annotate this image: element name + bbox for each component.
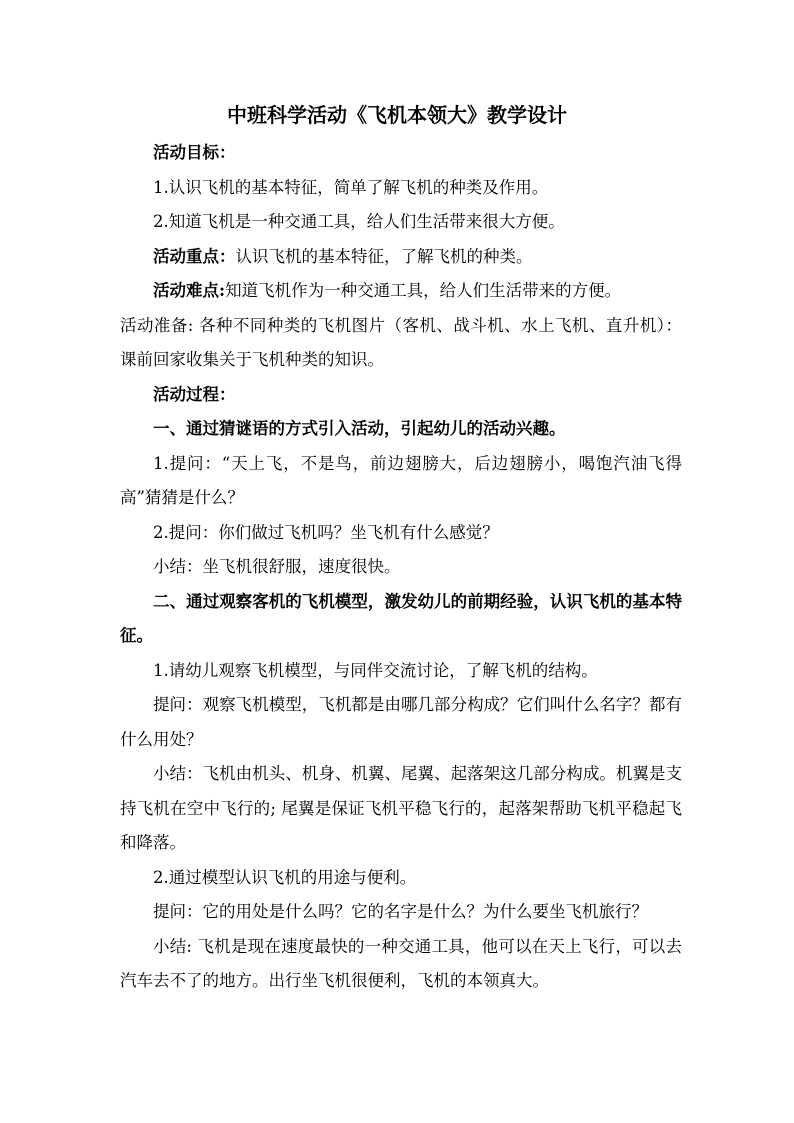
key-point-label: 活动重点： xyxy=(153,246,236,266)
process-heading: 活动过程： xyxy=(153,384,236,404)
section-2-heading: 二、通过观察客机的飞机模型，激发幼儿的前期经验，认识飞机的基本特征。 xyxy=(120,591,682,645)
section-2-question-1: 提问：观察飞机模型，飞机都是由哪几部分构成？它们叫什么名字？都有什么用处？ xyxy=(120,695,682,749)
section-1-heading: 一、通过猜谜语的方式引入活动，引起幼儿的活动兴趣。 xyxy=(153,419,566,438)
difficulty-label: 活动难点: xyxy=(153,281,226,300)
section-1-item-2: 2.提问：你们做过飞机吗？坐飞机有什么感觉？ xyxy=(153,522,499,542)
section-1-summary: 小结：坐飞机很舒服，速度很快。 xyxy=(153,557,401,576)
section-2-summary-2: 小结: 飞机是现在速度最快的一种交通工具，他可以在天上飞行，可以去汽车去不了的地方。出行坐飞机很便利，飞机的本领真大。 xyxy=(120,936,682,990)
key-point-paragraph xyxy=(120,240,682,275)
preparation-paragraph: 活动准备: 各种不同种类的飞机图片（客机、战斗机、水上飞机、直升机）：课前回家收集关于飞机种类的知识。 xyxy=(120,315,682,369)
section-1-item-1: 1.提问：“天上飞，不是鸟，前边翅膀大，后边翅膀小，喝饱汽油飞得高”猜猜是什么？ xyxy=(120,453,682,507)
goal-heading: 活动目标： xyxy=(153,143,236,162)
difficulty-text: 知道飞机作为一种交通工具，给人们生活带来的方便。 xyxy=(225,281,622,300)
section-2-question-2: 提问：它的用处是什么吗？它的名字是什么？为什么要坐飞机旅行？ xyxy=(153,902,648,921)
section-2-item-1: 1.请幼儿观察飞机模型，与同伴交流讨论，了解飞机的结构。 xyxy=(153,660,598,680)
goal-item-2: 2.知道飞机是一种交通工具，给人们生活带来很大方便。 xyxy=(153,212,565,231)
section-2-item-2: 2.通过模型认识飞机的用途与便利。 xyxy=(153,867,417,887)
key-point-text: 认识飞机的基本特征，了解飞机的种类。 xyxy=(235,246,533,266)
document-title: 中班科学活动《飞机本领大》教学设计 xyxy=(227,103,567,127)
section-2-summary-1: 小结：飞机由机头、机身、机翼、尾翼、起落架这几部分构成。机翼是支持飞机在空中飞行的; 尾翼是保证飞机平稳飞行的，起落架帮助飞机平稳起飞和降落。 xyxy=(120,764,682,852)
document-body xyxy=(120,136,682,999)
goal-item-1: 1.认识飞机的基本特征，简单了解飞机的种类及作用。 xyxy=(153,177,549,197)
difficulty-paragraph xyxy=(120,274,682,309)
